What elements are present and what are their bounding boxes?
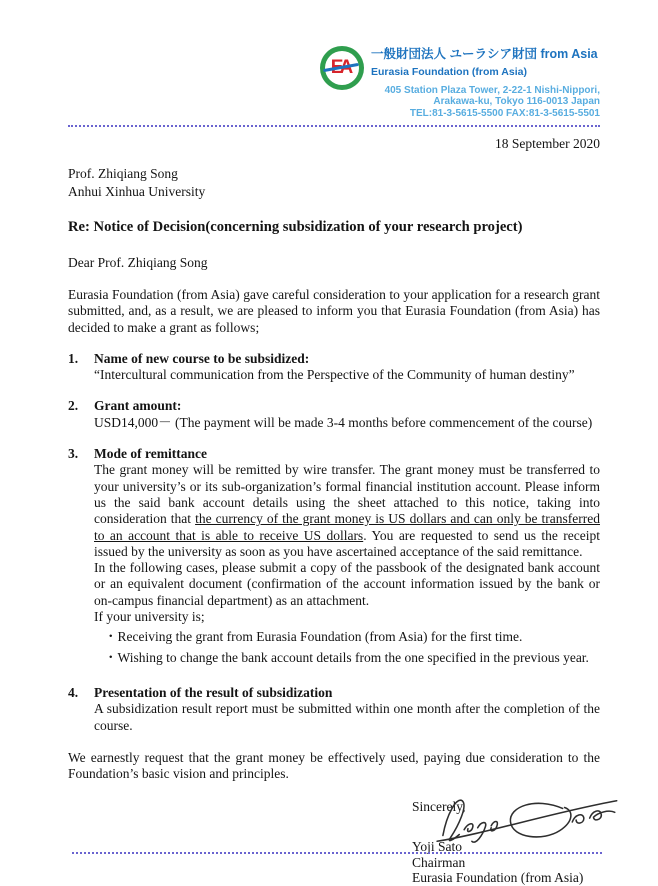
letterhead-text: [371, 46, 600, 119]
item-4-heading: [68, 685, 600, 701]
foundation-address: [371, 85, 600, 120]
item-3-number: 3.: [68, 446, 79, 462]
item-4-number: 4.: [68, 684, 79, 700]
foundation-title-english: Eurasia Foundation (from Asia): [371, 66, 527, 79]
recipient-block: [68, 165, 600, 200]
foundation-title-japanese: 一般財団法人 ユーラシア財団 from Asia: [371, 47, 598, 61]
item-1-title: Name of new course to be subsidized:: [94, 350, 310, 366]
signoff-block: [412, 799, 600, 885]
eurasia-foundation-logo-icon: [320, 46, 364, 90]
address-line-2: Arakawa-ku, Tokyo 116-0013 Japan: [433, 96, 600, 108]
sincerely-line: Sincerely,: [412, 799, 466, 815]
item-2-number: 2.: [68, 398, 79, 414]
item-3-title: Mode of remittance: [94, 446, 207, 462]
item-1-number: 1.: [68, 350, 79, 366]
item-3-heading: [68, 446, 600, 462]
top-dotted-divider: [68, 125, 600, 127]
item-1-body: “Intercultural communication from the Perspective of the Community of human destiny”: [94, 367, 575, 383]
remittance-text-pre: The grant money will be remitted by wire transfer. The grant money must be transferred to your university’s or its sub-organization’s formal financial institution account. Please inform us the said bank account details using the sheet attached to this notice, taking into consideration that: [94, 462, 600, 527]
item-2-title: Grant amount:: [94, 398, 182, 414]
bottom-dotted-divider: [72, 852, 602, 854]
remittance-text-underlined: the currency of the grant money is US dollars and can only be transferred to an account that is able to receive US dollars: [94, 511, 600, 543]
bullet-change-account: ・Wishing to change the bank account details from the one specified in the previous year.: [104, 649, 589, 665]
item-2-heading: [68, 398, 600, 414]
item-3: [68, 446, 600, 666]
recipient-organization: Anhui Xinhua University: [68, 183, 206, 199]
item-3-bullets: [104, 629, 600, 666]
item-3-paragraph-3: If your university is;: [94, 609, 205, 625]
salutation: Dear Prof. Zhiqiang Song: [68, 254, 208, 270]
item-2-body: USD14,000－ (The payment will be made 3-4 months before commencement of the course): [94, 414, 593, 430]
signer-organization: Eurasia Foundation (from Asia): [412, 870, 584, 886]
signer-name: Yoji Sato: [412, 839, 463, 854]
recipient-name: Prof. Zhiqiang Song: [68, 166, 178, 182]
subject-line: Re: Notice of Decision(concerning subsidization of your research project): [68, 219, 523, 236]
address-line-1: 405 Station Plaza Tower, 2-22-1 Nishi-Nippori,: [384, 84, 600, 96]
phone-fax-line: TEL:81-3-5615-5500 FAX:81-3-5615-5501: [409, 107, 600, 119]
letterhead: [68, 46, 600, 119]
item-2: [68, 398, 600, 431]
signer-title: Chairman: [412, 854, 466, 870]
item-4-title: Presentation of the result of subsidization: [94, 684, 333, 700]
letter-date: 18 September 2020: [495, 136, 600, 152]
remittance-text-post: . You are requested to send us the receipt issued by the university as soon as you have ascertained acceptance of the said remittance.: [94, 527, 600, 559]
item-4-body: A subsidization result report must be submitted within one month after the completion of the course.: [94, 701, 600, 733]
closing-paragraph: We earnestly request that the grant money be effectively used, paying due consideration to the Foundation’s basic vision and principles.: [68, 749, 600, 782]
item-4: [68, 685, 600, 734]
item-3-paragraph-1: [94, 462, 600, 560]
item-1-heading: [68, 351, 600, 367]
intro-paragraph: Eurasia Foundation (from Asia) gave careful consideration to your application for a research grant submitted, and, as a result, we are pleased to inform you that Eurasia Foundation (from Asia) has decided to make a grant as follows;: [68, 286, 600, 335]
item-1: [68, 351, 600, 384]
item-3-paragraph-2: In the following cases, please submit a copy of the passbook of the designated bank account or an equivalent document (confirmation of the account information issued by the bank or on-campus financial department) as an attachment.: [94, 560, 600, 608]
bullet-first-time: ・Receiving the grant from Eurasia Foundation (from Asia) for the first time.: [104, 629, 523, 645]
